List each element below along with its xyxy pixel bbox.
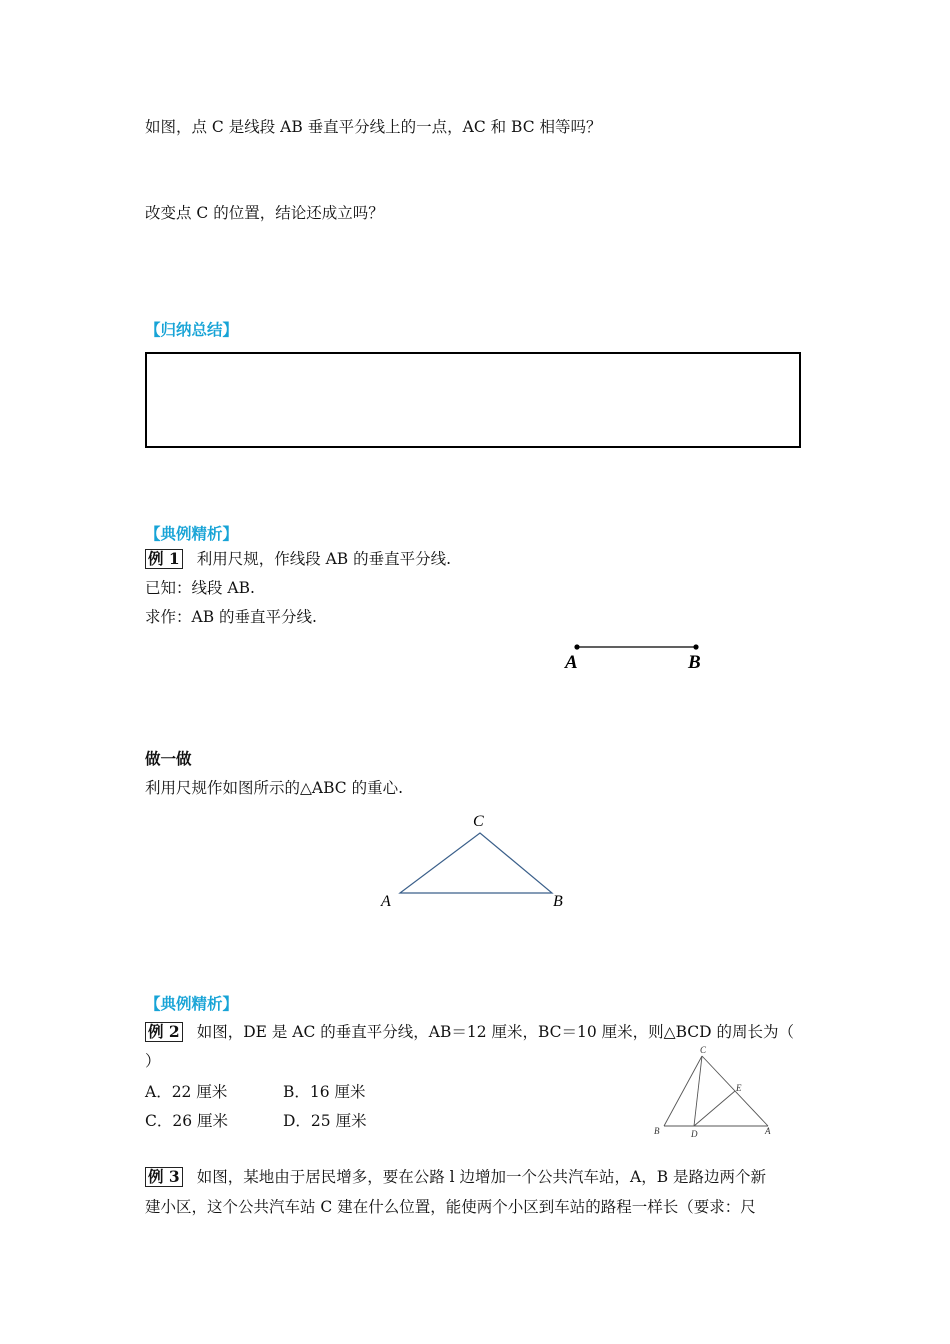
- practice-text: 利用尺规作如图所示的△ABC 的重心.: [145, 779, 404, 797]
- point-a: [574, 644, 579, 649]
- example-2-text-cont: ）: [145, 1052, 161, 1070]
- fig2-label-b: B: [654, 1126, 660, 1136]
- option-d: D．25 厘米: [283, 1112, 367, 1130]
- fig2-label-e: E: [736, 1083, 742, 1093]
- triangle-label-a: A: [381, 893, 391, 910]
- example-1-tag: 例 1: [145, 549, 183, 569]
- example-2-text: 如图，DE 是 AC 的垂直平分线，AB＝12 厘米，BC＝10 厘米，则△BCD 的周长为（: [196, 1023, 794, 1041]
- fig2-label-c: C: [700, 1045, 707, 1055]
- example-1-given: 已知：线段 AB.: [145, 579, 255, 597]
- summary-title: 【归纳总结】: [145, 321, 239, 339]
- fig2-label-d: D: [691, 1129, 698, 1139]
- question-2: 改变点 C 的位置，结论还成立吗？: [145, 204, 384, 222]
- example-3-tag: 例 3: [145, 1167, 183, 1187]
- example-3-line-1: 如图，某地由于居民增多，要在公路 l 边增加一个公共汽车站，A，B 是路边两个新: [196, 1168, 767, 1186]
- example-2-tag: 例 2: [145, 1022, 183, 1042]
- question-1: 如图，点 C 是线段 AB 垂直平分线上的一点，AC 和 BC 相等吗？: [145, 118, 602, 136]
- triangle-label-c: C: [473, 813, 484, 830]
- option-c: C．26 厘米: [145, 1112, 229, 1130]
- triangle-abc: [400, 833, 552, 893]
- fig2-label-a: A: [765, 1126, 771, 1136]
- example-1-text: 利用尺规，作线段 AB 的垂直平分线.: [196, 550, 452, 568]
- example-3: [145, 1166, 766, 1188]
- example-section-title-2: 【典例精析】: [145, 995, 239, 1013]
- example-3-line-2: 建小区，这个公共汽车站 C 建在什么位置，能使两个小区到车站的路程一样长（要求：尺: [145, 1198, 756, 1216]
- summary-box: [145, 352, 801, 448]
- label-b: B: [688, 652, 701, 673]
- label-a: A: [565, 652, 578, 673]
- example-2-figure: [650, 1042, 785, 1142]
- example-section-title-1: 【典例精析】: [145, 525, 239, 543]
- option-b: B．16 厘米: [283, 1083, 366, 1101]
- option-a: A．22 厘米: [145, 1083, 228, 1101]
- point-b: [693, 644, 698, 649]
- segment-ab-figure: [555, 636, 715, 676]
- example-2: [145, 1021, 794, 1043]
- triangle-label-b: B: [553, 893, 563, 910]
- example-1: [145, 548, 451, 570]
- practice-title: 做一做: [145, 750, 192, 768]
- example-1-find: 求作：AB 的垂直平分线.: [145, 608, 317, 626]
- triangle-abc-figure: [375, 805, 575, 915]
